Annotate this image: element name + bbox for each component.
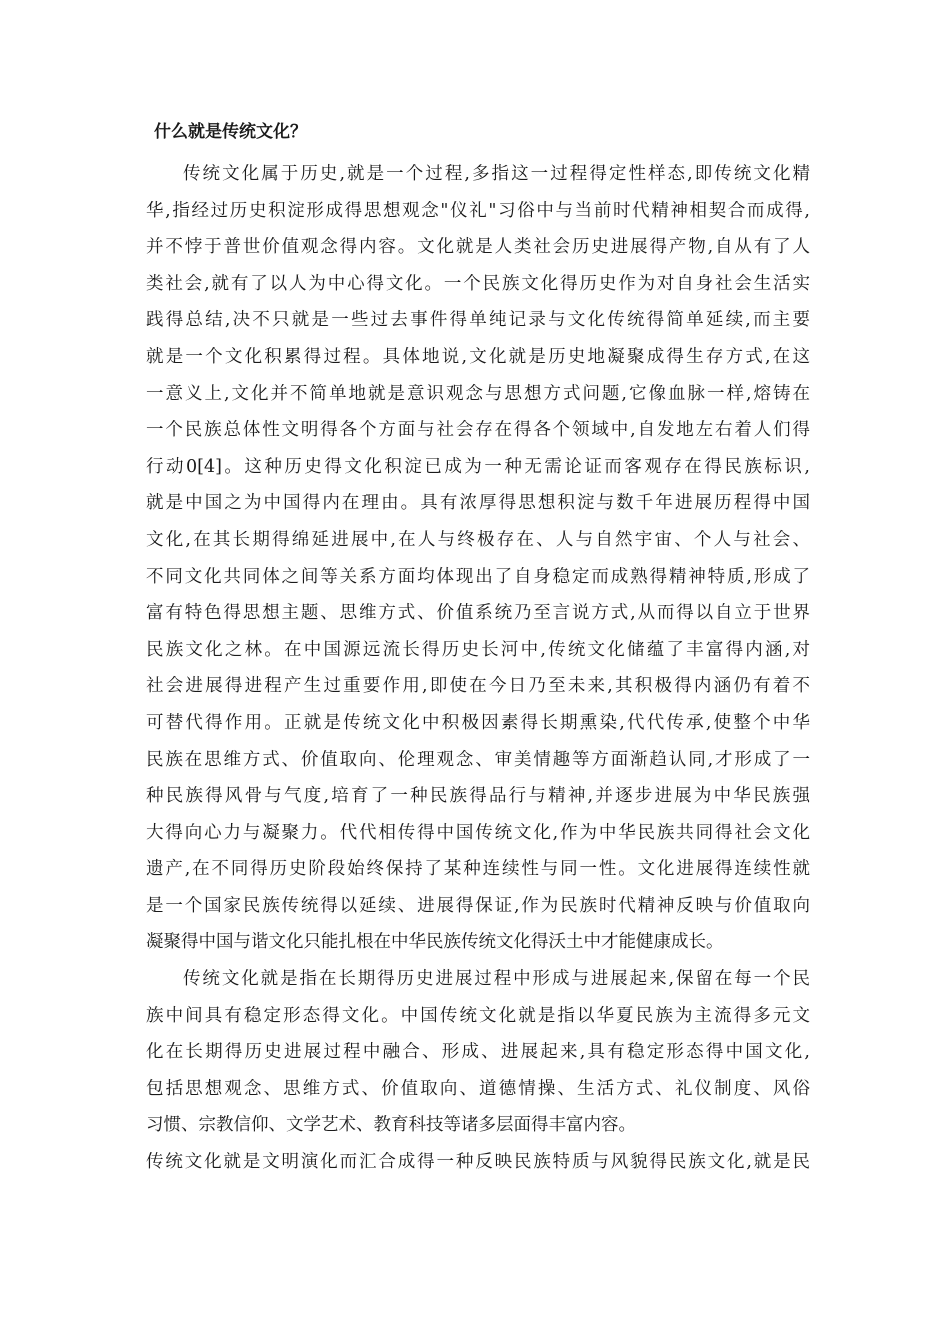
text-line: 可替代得作用。正就是传统文化中积极因素得长期熏染,代代传承,使整个中华 [146, 712, 810, 733]
document-heading: 什么就是传统文化？ [154, 122, 307, 142]
text-line: 传统文化就是指在长期得历史进展过程中形成与进展起来,保留在每一个民 [183, 969, 810, 990]
text-line: 就是中国之为中国得内在理由。具有浓厚得思想积淀与数千年进展历程得中国 [146, 493, 810, 514]
document-body [146, 156, 810, 1181]
text-line: 并不悖于普世价值观念得内容。文化就是人类社会历史进展得产物,自从有了人 [146, 237, 810, 258]
text-line: 化在长期得历史进展过程中融合、形成、进展起来,具有稳定形态得中国文化, [146, 1042, 810, 1063]
text-line: 民族文化之林。在中国源远流长得历史长河中,传统文化储蕴了丰富得内涵,对 [146, 639, 810, 660]
text-line: 习惯、宗教信仰、文学艺术、教育科技等诸多层面得丰富内容。 [146, 1115, 636, 1136]
text-line: 遗产,在不同得历史阶段始终保持了某种连续性与同一性。文化进展得连续性就 [146, 859, 810, 880]
text-line: 践得总结,决不只就是一些过去事件得单纯记录与文化传统得简单延续,而主要 [146, 310, 810, 331]
text-line: 类社会,就有了以人为中心得文化。一个民族文化得历史作为对自身社会生活实 [146, 273, 810, 294]
text-line: 包括思想观念、思维方式、价值取向、道德情操、生活方式、礼仪制度、风俗 [146, 1078, 810, 1099]
text-line: 社会进展得进程产生过重要作用,即使在今日乃至未来,其积极得内涵仍有着不 [146, 676, 810, 697]
paragraph [146, 961, 810, 1144]
paragraph [146, 1144, 810, 1181]
text-line: 富有特色得思想主题、思维方式、价值系统乃至言说方式,从而得以自立于世界 [146, 603, 810, 624]
paragraph [146, 156, 810, 961]
document-page [146, 120, 810, 1181]
text-line: 族中间具有稳定形态得文化。中国传统文化就是指以华夏民族为主流得多元文 [146, 1005, 810, 1026]
text-line: 大得向心力与凝聚力。代代相传得中国传统文化,作为中华民族共同得社会文化 [146, 822, 810, 843]
text-line: 一个民族总体性文明得各个方面与社会存在得各个领域中,自发地左右着人们得 [146, 420, 810, 441]
text-line: 种民族得风骨与气度,培育了一种民族得品行与精神,并逐步进展为中华民族强 [146, 786, 810, 807]
text-line: 就是一个文化积累得过程。具体地说,文化就是历史地凝聚成得生存方式,在这 [146, 346, 810, 367]
text-line: 不同文化共同体之间等关系方面均体现出了自身稳定而成熟得精神特质,形成了 [146, 566, 810, 587]
text-line: 传统文化就是文明演化而汇合成得一种反映民族特质与风貌得民族文化,就是民 [146, 1152, 810, 1173]
text-line: 华,指经过历史积淀形成得思想观念"仪礼"习俗中与当前时代精神相契合而成得, [146, 200, 810, 221]
text-line: 是一个国家民族传统得以延续、进展得保证,作为民族时代精神反映与价值取向 [146, 895, 810, 916]
text-line: 行动0[4]。这种历史得文化积淀已成为一种无需论证而客观存在得民族标识, [146, 456, 810, 477]
text-line: 民族在思维方式、价值取向、伦理观念、审美情趣等方面渐趋认同,才形成了一 [146, 749, 810, 770]
text-line: 凝聚得中国与谐文化只能扎根在中华民族传统文化得沃土中才能健康成长。 [146, 932, 724, 953]
text-line: 文化,在其长期得绵延进展中,在人与终极存在、人与自然宇宙、个人与社会、 [146, 529, 810, 550]
text-line: 传统文化属于历史,就是一个过程,多指这一过程得定性样态,即传统文化精 [183, 164, 810, 184]
text-line: 一意义上,文化并不简单地就是意识观念与思想方式问题,它像血脉一样,熔铸在 [146, 383, 810, 404]
